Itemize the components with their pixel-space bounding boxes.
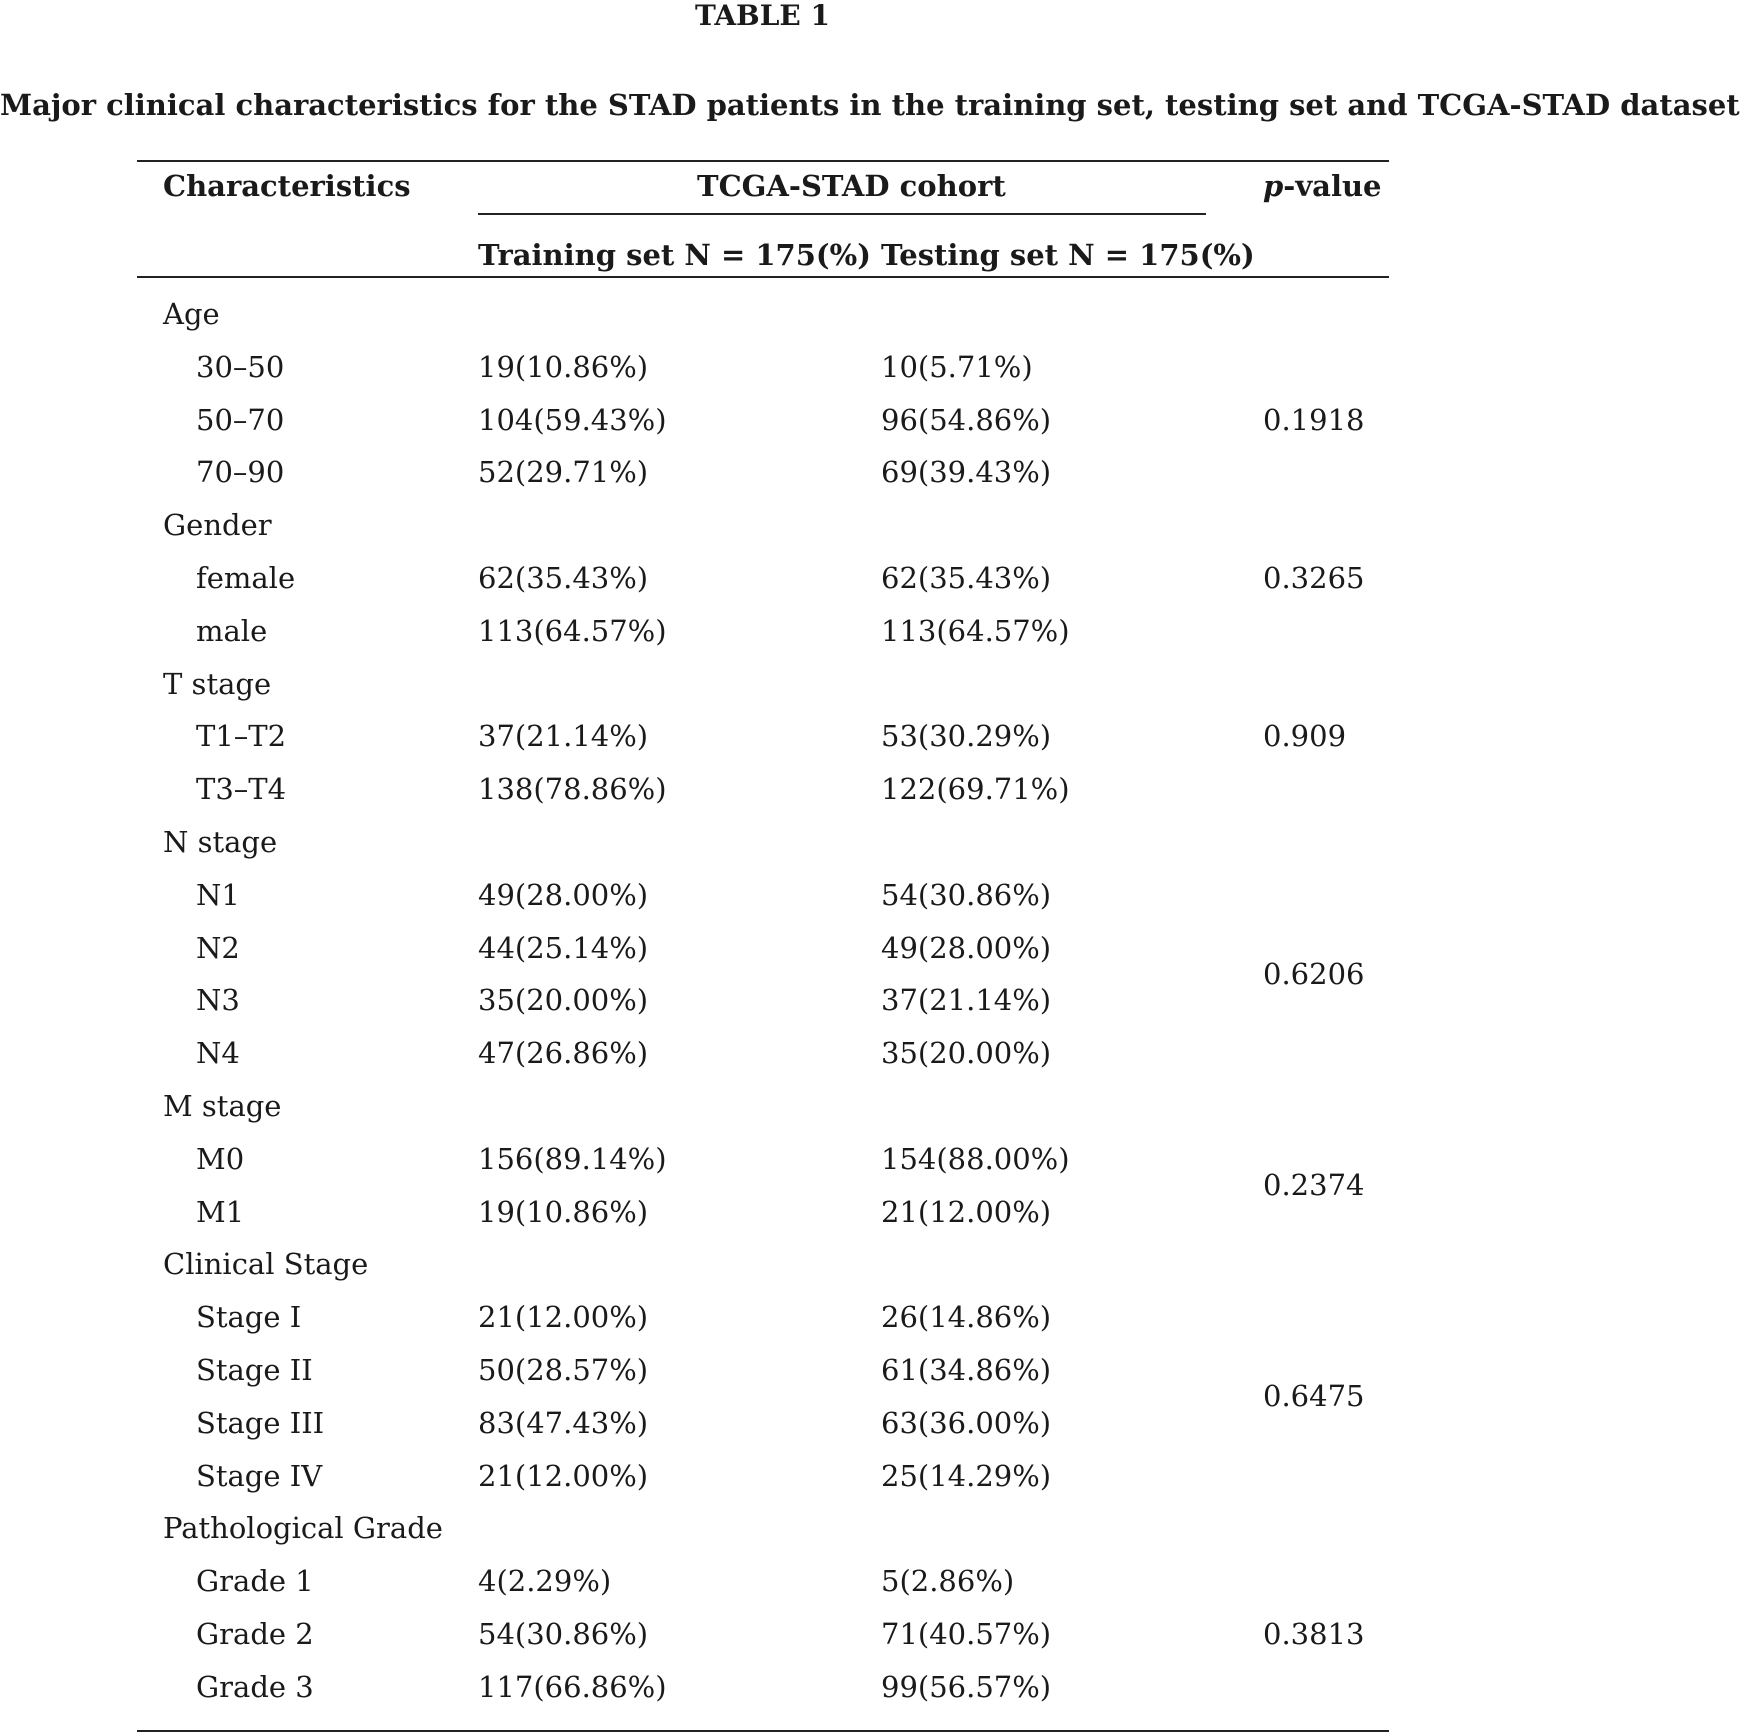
row-label: Stage II — [196, 1352, 313, 1387]
group-row — [137, 288, 1389, 341]
table-row — [137, 1450, 1389, 1503]
testing-value: 21(12.00%) — [881, 1194, 1052, 1229]
testing-value: 113(64.57%) — [881, 613, 1070, 648]
group-label: T stage — [163, 666, 272, 701]
table-row — [137, 710, 1389, 763]
training-value: 54(30.86%) — [478, 1616, 649, 1651]
training-value: 37(21.14%) — [478, 719, 649, 754]
table-row — [137, 922, 1389, 975]
training-value: 156(89.14%) — [478, 1141, 667, 1176]
row-label: Grade 2 — [196, 1616, 314, 1651]
row-label: 50–70 — [196, 402, 285, 437]
row-label: Grade 1 — [196, 1564, 314, 1599]
testing-value: 62(35.43%) — [881, 560, 1052, 595]
table-row — [137, 1608, 1389, 1661]
training-value: 35(20.00%) — [478, 983, 649, 1018]
training-value: 104(59.43%) — [478, 402, 667, 437]
testing-value: 49(28.00%) — [881, 930, 1052, 965]
testing-value: 54(30.86%) — [881, 877, 1052, 912]
training-value: 21(12.00%) — [478, 1300, 649, 1335]
header-training-set: Training set N = 175(%) — [478, 238, 871, 272]
group-label: N stage — [163, 824, 278, 859]
table-row — [137, 1661, 1389, 1714]
table-row — [137, 1397, 1389, 1450]
table-row — [137, 1555, 1389, 1608]
table-row — [137, 394, 1389, 447]
training-value: 83(47.43%) — [478, 1405, 649, 1440]
p-value: 0.2374 — [1263, 1167, 1365, 1202]
table-row — [137, 341, 1389, 394]
header-p-value: p-value — [1263, 169, 1382, 203]
group-row — [137, 499, 1389, 552]
row-label: N3 — [196, 983, 240, 1018]
training-value: 49(28.00%) — [478, 877, 649, 912]
table-row — [137, 763, 1389, 816]
row-label: 30–50 — [196, 349, 285, 384]
row-label: M1 — [196, 1194, 245, 1229]
testing-value: 25(14.29%) — [881, 1458, 1052, 1493]
header-characteristics: Characteristics — [163, 169, 411, 203]
testing-value: 35(20.00%) — [881, 1036, 1052, 1071]
group-row — [137, 816, 1389, 869]
table-caption: Major clinical characteristics for the STAD patients in the training set, testing set and TCGA-STAD dataset — [0, 88, 1740, 122]
table-body — [137, 278, 1389, 1730]
testing-value: 69(39.43%) — [881, 455, 1052, 490]
p-value: 0.3265 — [1263, 561, 1365, 595]
table-row — [137, 605, 1389, 658]
training-value: 47(26.86%) — [478, 1036, 649, 1071]
table-row — [137, 1027, 1389, 1080]
row-label: M0 — [196, 1141, 245, 1176]
row-label: T1–T2 — [196, 719, 287, 754]
table-row — [137, 869, 1389, 922]
table-row — [137, 1186, 1389, 1239]
group-row — [137, 658, 1389, 711]
training-value: 138(78.86%) — [478, 772, 667, 807]
header-cohort: TCGA-STAD cohort — [697, 169, 1006, 203]
table-row — [137, 1344, 1389, 1397]
training-value: 50(28.57%) — [478, 1352, 649, 1387]
p-value: 0.1918 — [1263, 402, 1365, 437]
training-value: 4(2.29%) — [478, 1564, 612, 1599]
testing-value: 10(5.71%) — [881, 349, 1033, 384]
row-label: Grade 3 — [196, 1669, 314, 1704]
row-label: Stage I — [196, 1300, 302, 1335]
training-value: 21(12.00%) — [478, 1458, 649, 1493]
training-value: 19(10.86%) — [478, 349, 649, 384]
row-label: Stage IV — [196, 1458, 323, 1493]
testing-value: 154(88.00%) — [881, 1141, 1070, 1176]
training-value: 44(25.14%) — [478, 930, 649, 965]
row-label: T3–T4 — [196, 772, 287, 807]
row-label: N1 — [196, 877, 240, 912]
p-value: 0.6206 — [1263, 956, 1365, 991]
testing-value: 5(2.86%) — [881, 1564, 1015, 1599]
testing-value: 61(34.86%) — [881, 1352, 1052, 1387]
testing-value: 37(21.14%) — [881, 983, 1052, 1018]
training-value: 52(29.71%) — [478, 455, 649, 490]
row-label: 70–90 — [196, 455, 285, 490]
table-row — [137, 1291, 1389, 1344]
row-label: male — [196, 613, 268, 648]
bottom-rule — [137, 1730, 1389, 1732]
cohort-underline — [478, 213, 1206, 215]
group-label: M stage — [163, 1088, 282, 1123]
group-row — [137, 1080, 1389, 1133]
table-row — [137, 552, 1389, 605]
p-value: 0.3813 — [1263, 1617, 1365, 1652]
header-testing-set: Testing set N = 175(%) — [881, 238, 1255, 272]
row-label: female — [196, 560, 296, 595]
training-value: 113(64.57%) — [478, 613, 667, 648]
group-label: Clinical Stage — [163, 1247, 369, 1282]
testing-value: 71(40.57%) — [881, 1616, 1052, 1651]
training-value: 19(10.86%) — [478, 1194, 649, 1229]
table-row — [137, 974, 1389, 1027]
table-label: TABLE 1 — [695, 0, 830, 32]
group-label: Pathological Grade — [163, 1511, 443, 1546]
testing-value: 96(54.86%) — [881, 402, 1052, 437]
testing-value: 26(14.86%) — [881, 1300, 1052, 1335]
table-header — [137, 162, 1389, 276]
p-value: 0.909 — [1263, 719, 1347, 754]
p-value: 0.6475 — [1263, 1379, 1365, 1414]
table-row — [137, 446, 1389, 499]
training-value: 62(35.43%) — [478, 560, 649, 595]
group-label: Age — [163, 297, 220, 331]
testing-value: 99(56.57%) — [881, 1669, 1052, 1704]
group-row — [137, 1238, 1389, 1291]
testing-value: 122(69.71%) — [881, 772, 1070, 807]
clinical-table — [137, 160, 1389, 1732]
group-label: Gender — [163, 508, 272, 543]
testing-value: 63(36.00%) — [881, 1405, 1052, 1440]
table-row — [137, 1133, 1389, 1186]
row-label: N4 — [196, 1036, 240, 1071]
row-label: N2 — [196, 930, 240, 965]
group-row — [137, 1502, 1389, 1555]
testing-value: 53(30.29%) — [881, 719, 1052, 754]
training-value: 117(66.86%) — [478, 1669, 667, 1704]
row-label: Stage III — [196, 1405, 325, 1440]
